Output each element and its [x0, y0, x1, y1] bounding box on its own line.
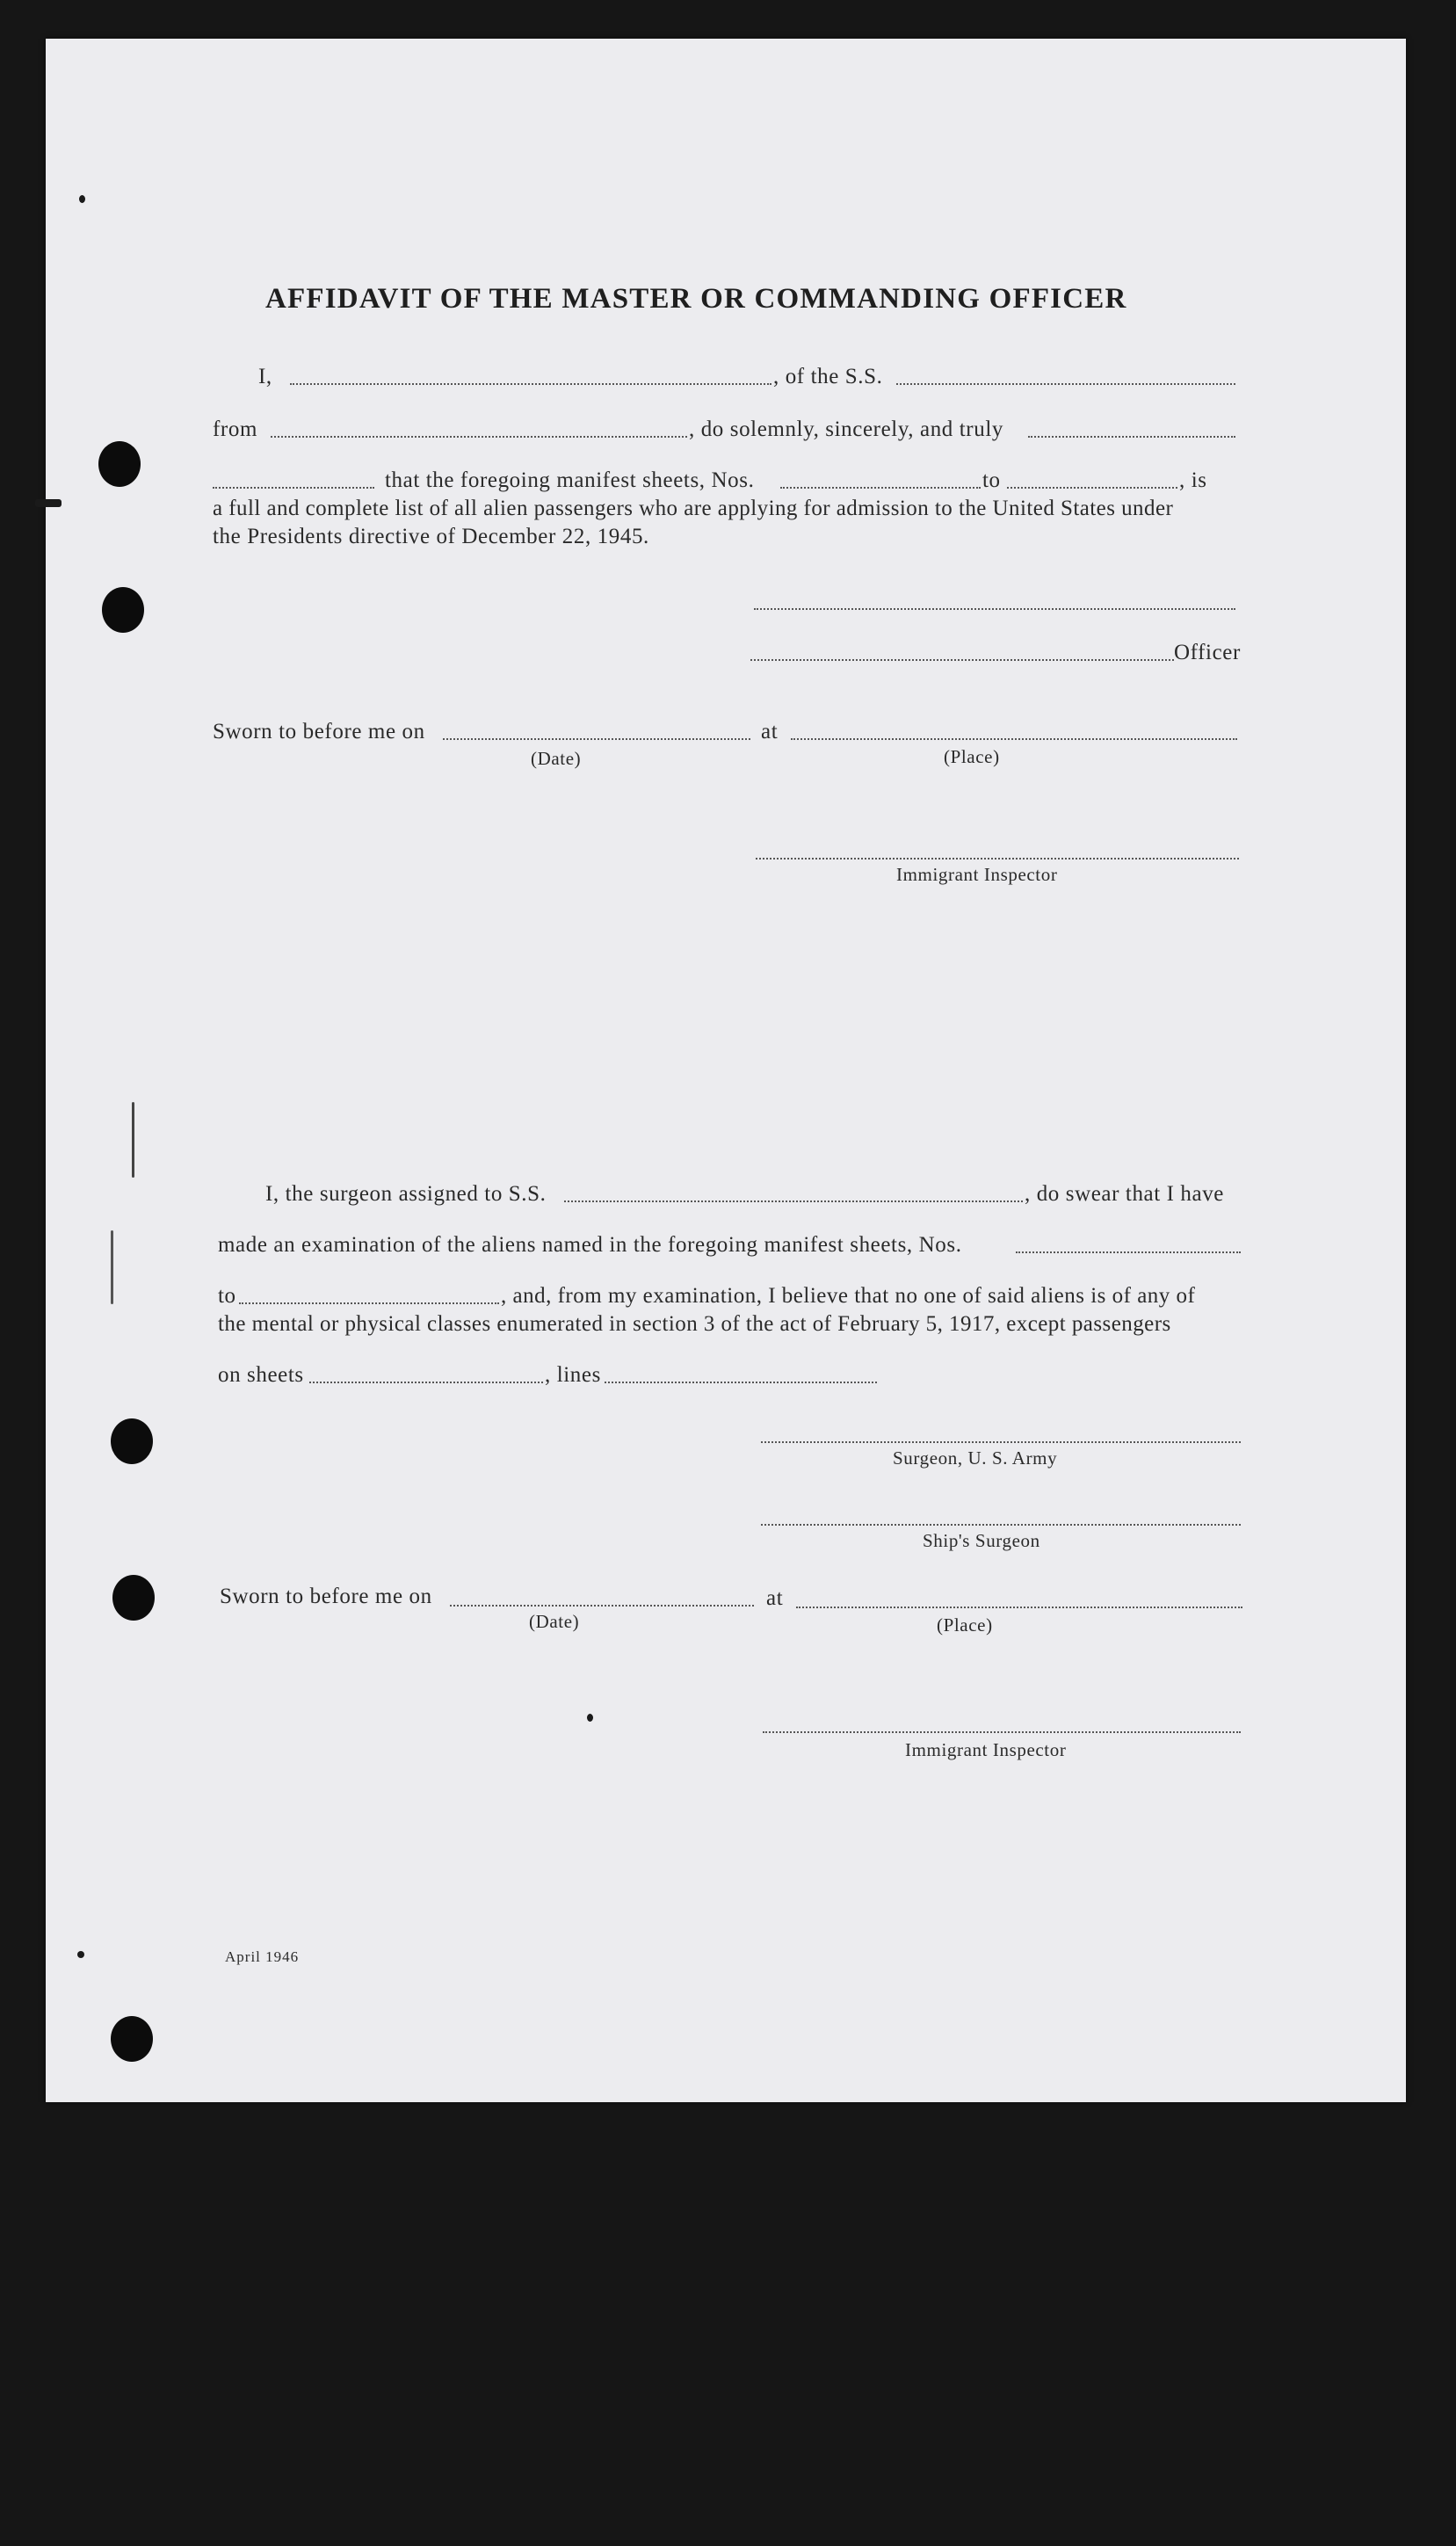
to-label: to	[982, 468, 1001, 492]
swear-text: , do solemnly, sincerely, and truly	[689, 417, 1003, 441]
from-blank	[271, 436, 687, 438]
binder-hole	[111, 1418, 153, 1464]
surgeon-line-2: made an examination of the aliens named in the foregoing manifest sheets, Nos.	[218, 1233, 962, 1257]
surgeon-place-caption: (Place)	[937, 1614, 993, 1636]
surgeon-sworn-place-blank	[796, 1607, 1242, 1608]
inspector-signature-line	[756, 858, 1239, 860]
ink-speck	[35, 499, 62, 507]
surgeon-at-label: at	[766, 1586, 784, 1610]
at-label: at	[761, 720, 779, 743]
from-label: from	[213, 417, 257, 441]
surgeon-swear: , do swear that I have	[1025, 1182, 1225, 1206]
ships-surgeon-caption: Ship's Surgeon	[923, 1530, 1040, 1551]
statement-line-5: the Presidents directive of December 22, 1945.	[213, 525, 649, 548]
sheets-blank	[309, 1382, 543, 1383]
form-sheet	[46, 39, 1406, 2102]
ink-speck	[111, 1230, 113, 1304]
date-caption: (Date)	[531, 748, 582, 769]
statement-line-4: a full and complete list of all alien passengers who are applying for admission to the United States under	[213, 497, 1174, 520]
manifest-text: that the foregoing manifest sheets, Nos.	[385, 468, 755, 492]
line3-blank	[213, 487, 374, 489]
page-title: AFFIDAVIT OF THE MASTER OR COMMANDING OFFICER	[265, 283, 1127, 315]
binder-hole	[111, 2016, 153, 2062]
army-surgeon-caption: Surgeon, U. S. Army	[893, 1447, 1058, 1469]
surgeon-nos-blank	[1016, 1251, 1241, 1253]
surgeon-to-blank	[239, 1302, 499, 1304]
surgeon-line-3: , and, from my examination, I believe that no one of said aliens is of any of	[501, 1284, 1196, 1308]
name-blank	[290, 383, 771, 385]
place-caption: (Place)	[944, 746, 1000, 767]
surgeon-ship-blank	[564, 1200, 1023, 1202]
truly-blank	[1028, 436, 1235, 438]
intro-pronoun: I,	[258, 365, 272, 388]
surgeon-to-label: to	[218, 1284, 236, 1308]
surgeon-sworn-date-blank	[450, 1605, 754, 1607]
lines-blank	[605, 1382, 877, 1383]
ship-label: , of the S.S.	[773, 365, 883, 388]
surgeon-inspector-signature-line	[763, 1731, 1241, 1733]
ship-blank	[896, 383, 1235, 385]
binder-hole	[112, 1575, 155, 1621]
sworn-text: Sworn to before me on	[213, 720, 425, 743]
surgeon-line-4: the mental or physical classes enumerated in section 3 of the act of February 5, 1917, except passengers	[218, 1312, 1171, 1336]
sworn-place-blank	[791, 738, 1237, 740]
binder-hole	[98, 441, 141, 487]
army-surgeon-signature-line	[761, 1441, 1241, 1443]
surgeon-sworn-text: Sworn to before me on	[220, 1585, 432, 1608]
officer-label: Officer	[1174, 641, 1241, 664]
ink-speck	[79, 195, 85, 203]
lines-label: , lines	[545, 1363, 601, 1387]
signature-line	[754, 608, 1235, 610]
nos-to-blank	[1007, 487, 1177, 489]
officer-signature-line	[750, 659, 1174, 661]
surgeon-intro: I, the surgeon assigned to S.S.	[265, 1182, 547, 1206]
surgeon-inspector-caption: Immigrant Inspector	[905, 1739, 1067, 1760]
nos-from-blank	[780, 487, 981, 489]
sworn-date-blank	[443, 738, 750, 740]
ink-speck	[587, 1714, 593, 1722]
surgeon-date-caption: (Date)	[529, 1611, 580, 1632]
binder-hole	[102, 587, 144, 633]
ships-surgeon-signature-line	[761, 1524, 1241, 1526]
sheets-label: on sheets	[218, 1363, 304, 1387]
is-text: , is	[1179, 468, 1207, 492]
inspector-caption: Immigrant Inspector	[896, 864, 1058, 885]
ink-speck	[132, 1102, 134, 1178]
form-date: April 1946	[225, 1948, 300, 1965]
ink-speck	[77, 1951, 84, 1958]
